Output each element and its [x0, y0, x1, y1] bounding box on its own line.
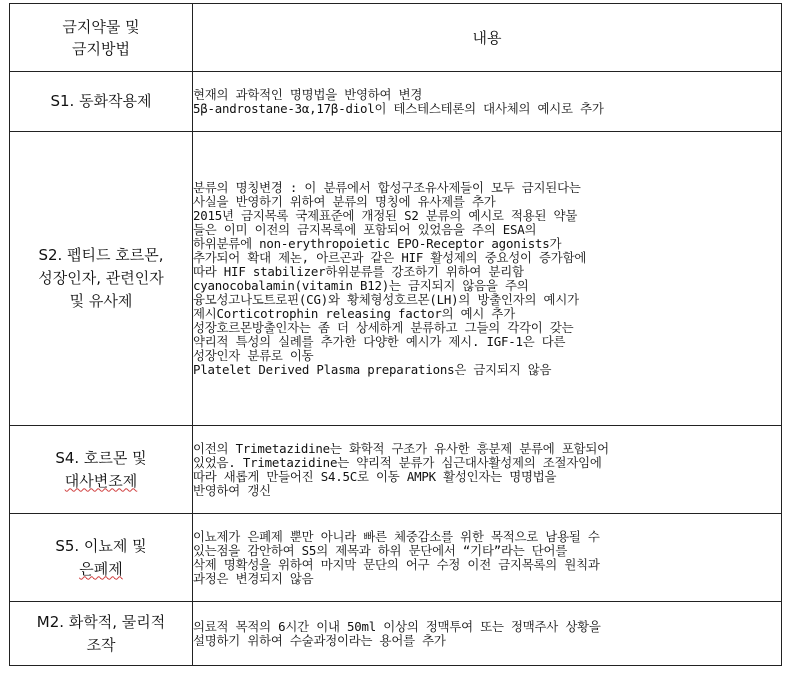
content-line: 하위분류에 non-erythropoietic EPO-Receptor agonists가 [193, 236, 562, 251]
content-cell [193, 602, 782, 666]
table-row [10, 514, 782, 602]
content-line: Platelet Derived Plasma preparations은 금지되지 않음 [193, 362, 552, 377]
category-cell [10, 602, 193, 666]
content-line: 추가되어 확대 제논, 아르곤과 같은 HIF 활성제의 중요성이 증가함에 [193, 250, 587, 265]
table-row [10, 602, 782, 666]
table-row [10, 132, 782, 426]
content-cell [193, 426, 782, 514]
content-line: 과정은 변경되지 않음 [193, 571, 314, 586]
prohibited-list-changes-table [9, 3, 782, 666]
content-line: 2015년 금지목록 국제표준에 개정된 S2 분류의 예시로 적용된 약물 [193, 208, 578, 223]
content-cell [193, 72, 782, 132]
header-category-cell [10, 4, 193, 72]
content-line: 성장호르몬방출인자는 좀 더 상세하게 분류하고 그들의 각각이 갖는 [193, 320, 574, 335]
content-cell [193, 132, 782, 426]
content-line: 따라 HIF stabilizer하위분류를 강조하기 위하여 분리함 [193, 264, 524, 279]
header-category-line2: 금지방법 [72, 39, 130, 58]
content-line: 사실을 반영하기 위하여 분류의 명칭에 유사제를 추가 [193, 194, 496, 209]
content-line: 융모성고나도트로핀(CG)와 황체형성호르몬(LH)의 방출인자의 예시가 [193, 292, 579, 307]
content-line: 따라 새롭게 만들어진 S4.5C로 이동 AMPK 활성인자는 명명법을 [193, 469, 557, 484]
content-line: 이전의 Trimetazidine는 화학적 구조가 유사한 흥분제 분류에 포함되어 [193, 441, 609, 456]
category-cell [10, 514, 193, 602]
content-line: 현재의 과학적인 명명법을 반영하여 변경 [193, 87, 423, 102]
category-line: M2. 화학적, 물리적 [36, 612, 166, 631]
content-line: 약리적 특성의 실례를 추가한 다양한 예시가 제시. IGF-1은 다른 [193, 334, 566, 349]
content-line: 있었음. Trimetazidine는 약리적 분류가 심근대사활성제의 조절자임에 [193, 455, 602, 470]
content-cell [193, 514, 782, 602]
content-line: 반영하여 갱신 [193, 483, 271, 498]
category-line: 은폐제 [79, 559, 123, 578]
content-line: 성장인자 분류로 이동 [193, 348, 314, 363]
content-line: 들은 이미 이전의 금지목록에 포함되어 있었음을 주의 ESA의 [193, 222, 537, 237]
table-row [10, 72, 782, 132]
content-line: cyanocobalamin(vitamin B12)는 금지되지 않음을 주의 [193, 278, 529, 293]
category-line: S1. 동화작용제 [50, 92, 152, 110]
category-cell [10, 132, 193, 426]
category-cell [10, 72, 193, 132]
category-line: S2. 펩티드 호르몬, [38, 246, 164, 264]
header-category-line1: 금지약물 및 [62, 17, 140, 36]
header-row [10, 4, 782, 72]
category-line: 대사변조제 [64, 471, 138, 490]
category-line: S5. 이뇨제 및 [55, 536, 147, 555]
content-line: 설명하기 위하여 수술과정이라는 용어를 추가 [193, 633, 446, 648]
table-row [10, 426, 782, 514]
content-line: 5β-androstane-3α,17β-diol이 테스테스테론의 대사체의 예시로 추가 [193, 101, 604, 116]
content-line: 분류의 명칭변경 : 이 분류에서 합성구조유사제들이 모두 금지된다는 [193, 180, 581, 195]
category-line: 및 유사제 [69, 292, 133, 310]
content-line: 제시Corticotrophin releasing factor의 예시 추가 [193, 306, 515, 321]
category-line: 성장인자, 관련인자 [38, 269, 164, 287]
category-cell [10, 426, 193, 514]
content-line: 삭제 명확성을 위하여 마지막 문단의 어구 수정 이전 금지목록의 원칙과 [193, 557, 600, 572]
content-line: 있는점을 감안하여 S5의 제목과 하위 문단에서 “기타”라는 단어를 [193, 543, 568, 558]
content-line: 이뇨제가 은폐제 뿐만 아니라 빠른 체중감소를 위한 목적으로 남용될 수 [193, 529, 600, 544]
category-line: 조작 [86, 635, 116, 654]
header-content-cell: 내용 [193, 4, 782, 72]
category-line: S4. 호르몬 및 [55, 448, 147, 467]
content-line: 의료적 목적의 6시간 이내 50ml 이상의 정맥투여 또는 정맥주사 상황을 [193, 619, 601, 634]
